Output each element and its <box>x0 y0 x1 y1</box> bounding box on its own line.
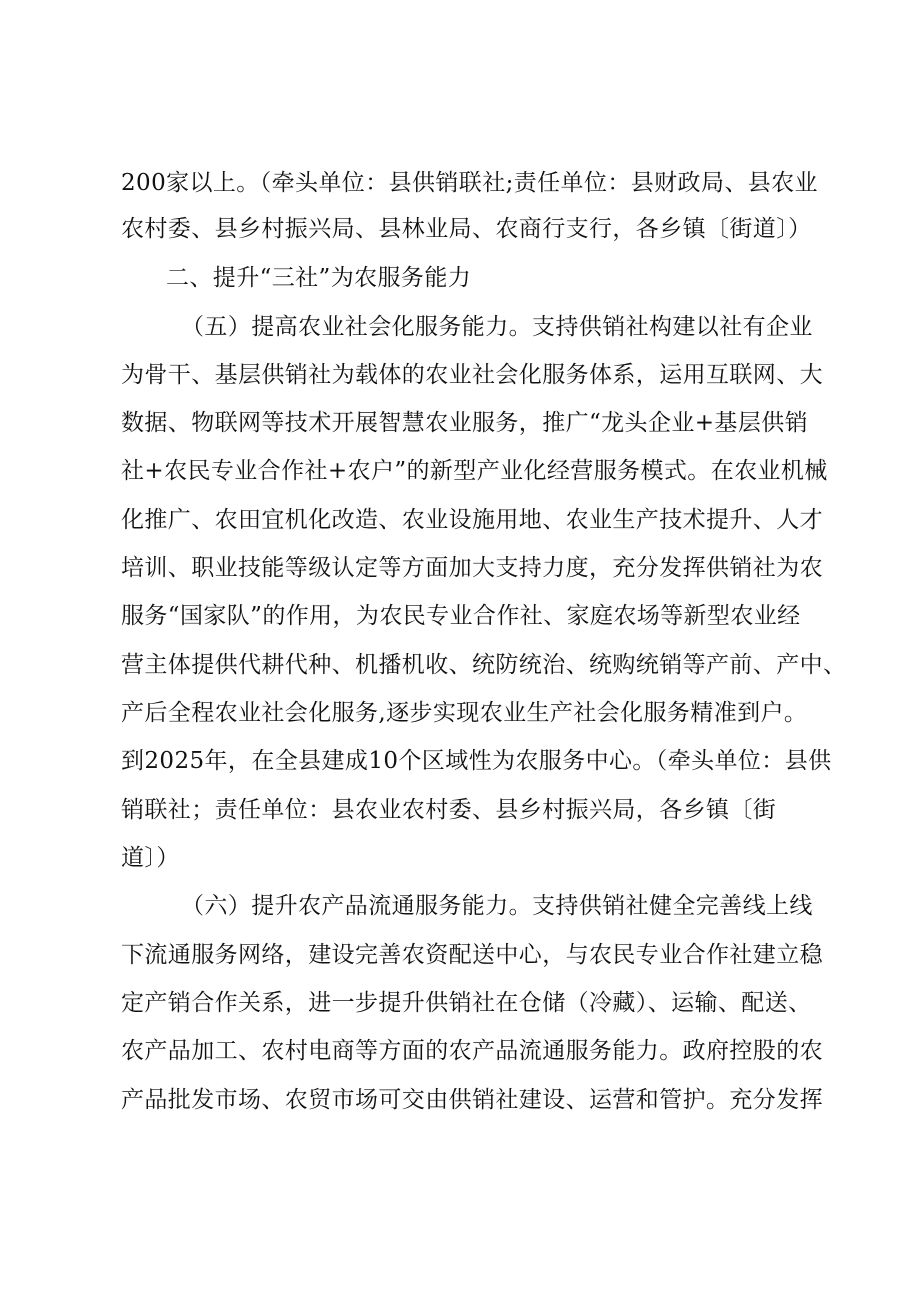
body-text-line: 化推广、农田宜机化改造、农业设施用地、农业生产技术提升、人才 <box>121 507 823 533</box>
body-text-line: 为骨干、基层供销社为载体的农业社会化服务体系，运用互联网、大 <box>121 362 823 388</box>
body-text-line: 销联社；责任单位：县农业农村委、县乡村振兴局，各乡镇〔街 <box>121 797 777 823</box>
body-text-line: 社+农民专业合作社+农户”的新型产业化经营服务模式。在农业机械 <box>121 458 828 484</box>
body-text-line: 服务“国家队”的作用，为农民专业合作社、家庭农场等新型农业经 <box>121 603 801 629</box>
body-text-line: 道〕） <box>121 845 180 871</box>
body-text-line: 农村委、县乡村振兴局、县林业局、农商行支行，各乡镇〔街道〕） <box>121 216 812 242</box>
paragraph-heading: （六）提升农产品流通服务能力。支持供销社健全完善线上线 <box>181 893 813 919</box>
section-heading: 二、提升“三社”为农服务能力 <box>166 265 472 291</box>
body-text-line: 到2025年，在全县建成10个区域性为农服务中心。（牵头单位：县供 <box>121 748 832 774</box>
body-text-line: 下流通服务网络，建设完善农资配送中心，与农民专业合作社建立稳 <box>121 942 823 968</box>
paragraph-heading: （五）提高农业社会化服务能力。支持供销社构建以社有企业 <box>181 314 813 340</box>
body-text-line: 定产销合作关系，进一步提升供销社在仓储（冷藏）、运输、配送、 <box>121 990 812 1016</box>
body-text-line: 数据、物联网等技术开展智慧农业服务，推广“龙头企业+基层供销 <box>121 410 809 436</box>
body-text-line: 产品批发市场、农贸市场可交由供销社建设、运营和管护。充分发挥 <box>121 1087 823 1113</box>
body-text-line: 产后全程农业社会化服务,逐步实现农业生产社会化服务精准到户。 <box>121 700 808 726</box>
body-text-line: 营主体提供代耕代种、机播机收、统防统治、统购统销等产前、产中、 <box>121 652 847 678</box>
body-text-line: 200家以上。（牵头单位：县供销联社;责任单位：县财政局、县农业 <box>121 170 818 196</box>
body-text-line: 农产品加工、农村电商等方面的农产品流通服务能力。政府控股的农 <box>121 1038 823 1064</box>
body-text-line: 培训、职业技能等级认定等方面加大支持力度，充分发挥供销社为农 <box>121 555 823 581</box>
